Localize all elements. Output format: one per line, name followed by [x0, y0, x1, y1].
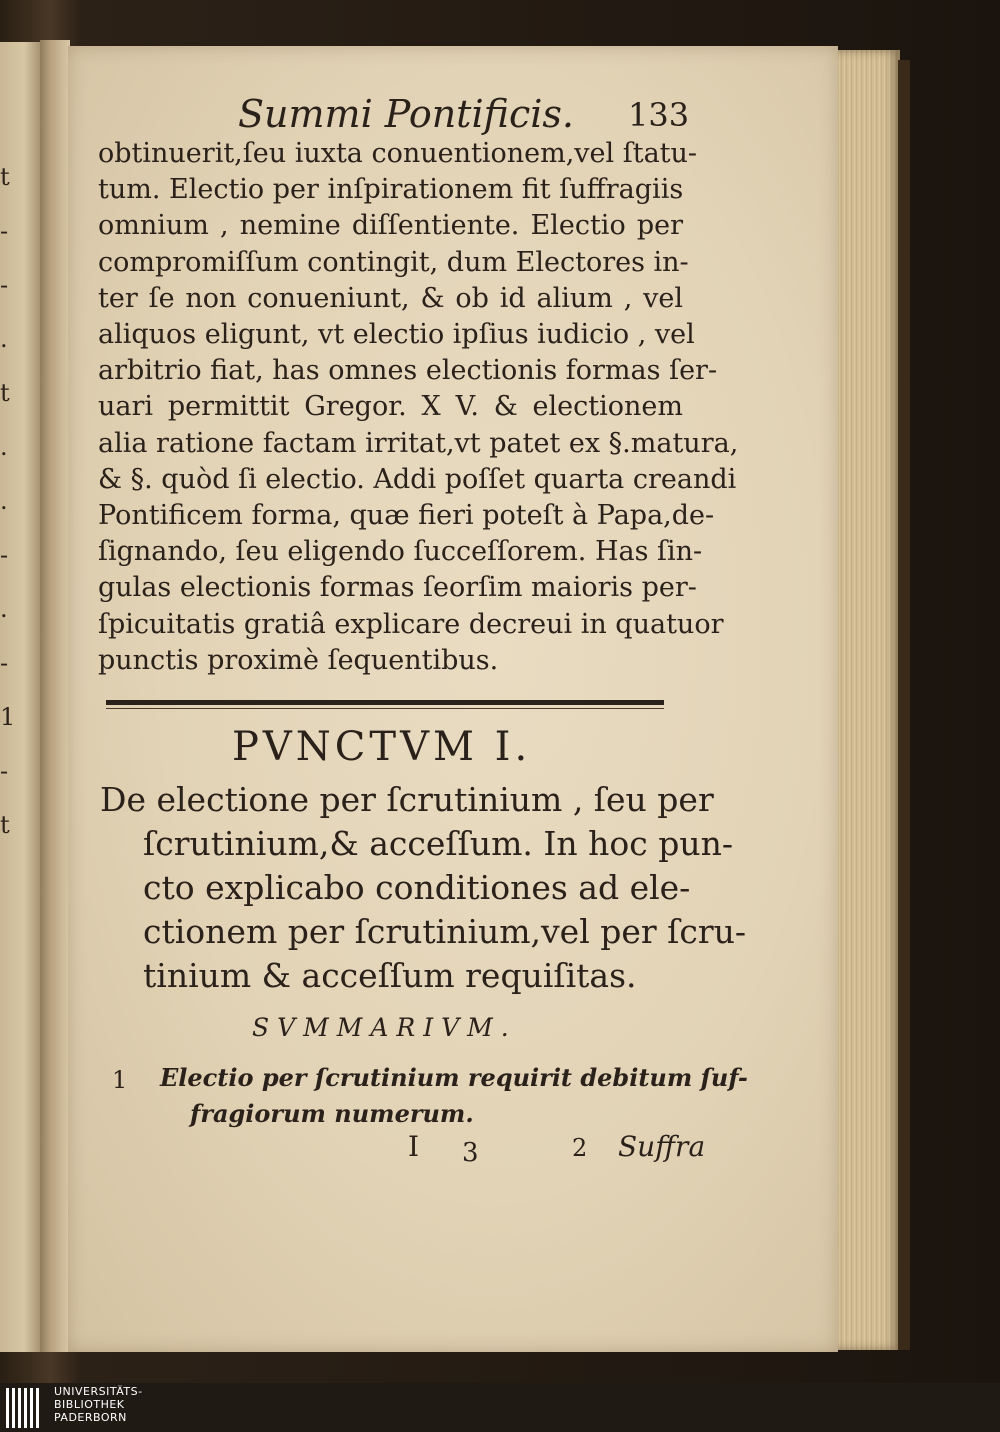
signature-letter: I [408, 1130, 420, 1163]
logo-line: BIBLIOTHEK [54, 1398, 125, 1411]
catchword: Suffra [618, 1130, 706, 1163]
section-heading: PVNCTVM I. [232, 724, 532, 770]
facing-page-fragment: - [0, 649, 9, 677]
body-text [98, 136, 739, 679]
facing-page-fragment: - [0, 757, 9, 785]
signature-number: 3 [462, 1138, 479, 1168]
body-line: omnium , nemine diſſentiente. Electio per [98, 210, 683, 242]
body-line: uari permittit Gregor. X V. & electionem [98, 391, 683, 423]
argument-line: ctionem per ſcrutinium,vel per ſcru- [143, 912, 747, 951]
facing-page-fragment: - [0, 541, 9, 569]
section-rule [106, 700, 664, 705]
logo-line: UNIVERSITÄTS- [54, 1385, 143, 1398]
body-line: obtinuerit,ſeu iuxta conuentionem,vel ſtatu- [98, 138, 698, 169]
body-line: ſpicuitatis gratiâ explicare decreui in quatuor [98, 608, 724, 640]
facing-page-fragment: 1 [0, 703, 16, 731]
body-line: & §. quòd ſi electio. Addi poſſet quarta creandi [98, 463, 737, 495]
facing-page-fragment: . [0, 487, 8, 515]
facing-page-fragment: t [0, 163, 10, 191]
library-footer [0, 1383, 1000, 1432]
body-line: arbitrio fiat, has omnes electionis formas ſer- [98, 355, 718, 387]
library-logo-text [54, 1385, 143, 1424]
running-title: Summi Pontificis. [238, 92, 574, 136]
summary-line: fragiorum numerum. [190, 1099, 474, 1128]
facing-page-fragment: . [0, 595, 8, 623]
facing-page-fragment: . [0, 433, 8, 461]
body-line: Pontificem forma, quæ fieri poteſt à Papa,de- [98, 500, 715, 532]
catch-number: 2 [572, 1134, 588, 1162]
facing-page-fragment: t [0, 811, 10, 839]
argument-line: tinium & acceſſum requiſitas. [143, 956, 637, 995]
argument-line: De electione per ſcrutinium , ſeu per [100, 780, 714, 819]
body-line: punctis proximè ſequentibus. [98, 644, 499, 676]
page-block-edge [838, 50, 900, 1350]
edge-shadow [898, 60, 910, 1350]
facing-page-fragment: . [0, 325, 8, 353]
body-line: ter ſe non conueniunt, & ob id alium , vel [98, 282, 683, 314]
summary-title: SVMMARIVM. [252, 1013, 517, 1042]
book-gutter [40, 40, 70, 1352]
body-line: compromiſſum contingit, dum Electores in- [98, 246, 689, 278]
facing-page-fragment: - [0, 271, 9, 299]
summary-item [160, 1060, 748, 1132]
logo-line: PADERBORN [54, 1411, 127, 1424]
argument-line: cto explicabo conditiones ad ele- [143, 868, 691, 907]
page-number: 133 [628, 96, 690, 134]
body-line: tum. Electio per inſpirationem fit ſuffragiis [98, 174, 684, 206]
body-line: aliquos eligunt, vt electio ipſius iudicio , vel [98, 319, 695, 351]
section-rule-thin [106, 708, 664, 709]
library-logo-icon [6, 1388, 46, 1428]
body-line: gulas electionis formas ſeorſim maioris per- [98, 572, 697, 604]
argument-line: ſcrutinium,& acceſſum. In hoc pun- [143, 824, 734, 863]
summary-item-number: 1 [112, 1066, 128, 1094]
facing-page-fragment: - [0, 217, 9, 245]
section-argument [100, 778, 747, 998]
body-line: alia ratione factam irritat,vt patet ex §.matura, [98, 427, 739, 459]
summary-line: Electio per ſcrutinium requirit debitum ſuf- [160, 1063, 748, 1092]
facing-page-fragment: t [0, 379, 10, 407]
facing-page-fragments [0, 150, 22, 852]
body-line: ſignando, ſeu eligendo ſucceſſorem. Has ſin- [98, 536, 703, 568]
